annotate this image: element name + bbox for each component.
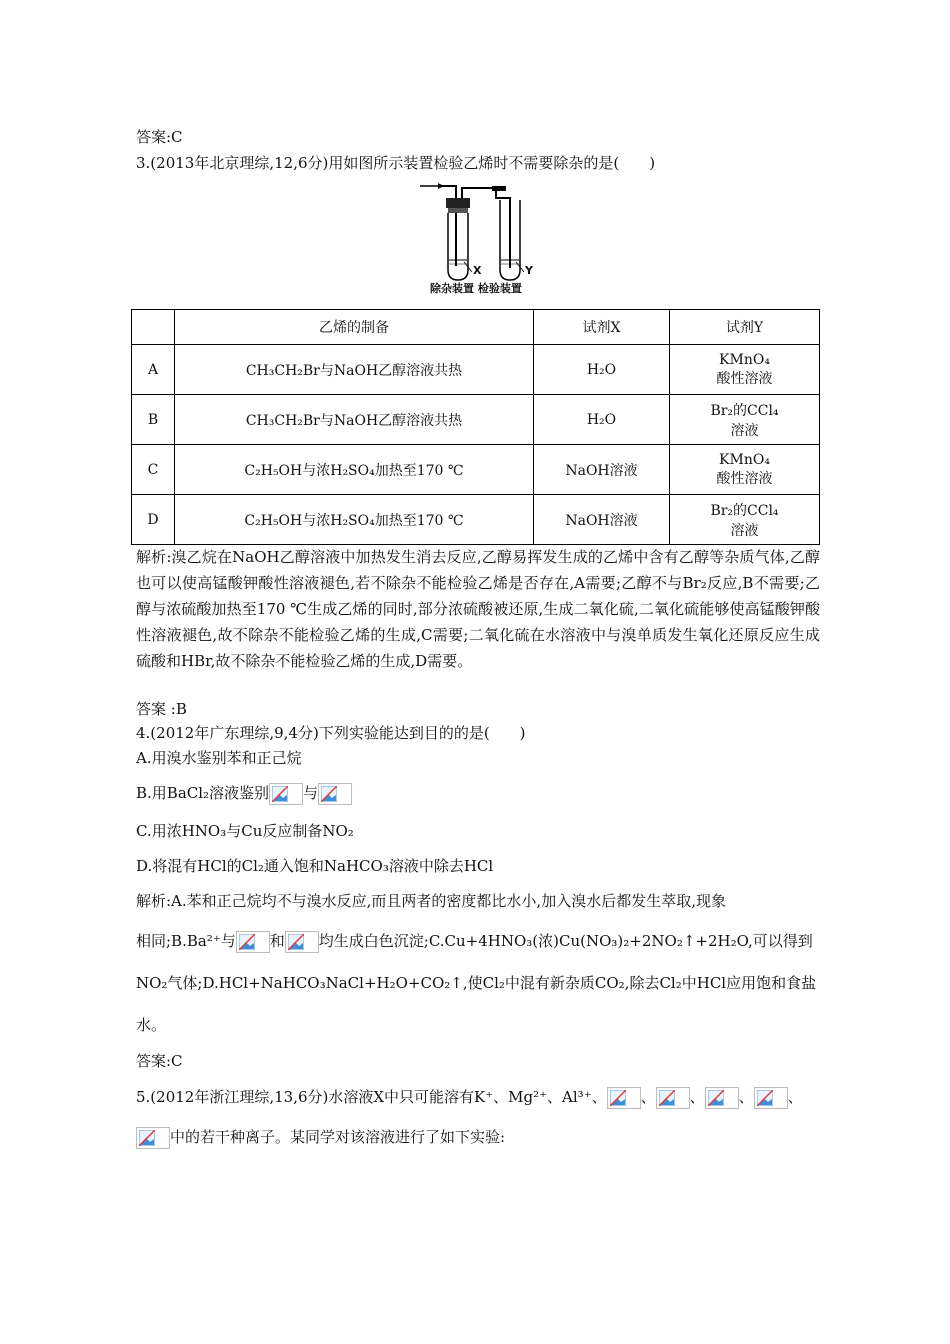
- row-prep: C₂H₅OH与浓H₂SO₄加热至170 ℃: [175, 495, 534, 545]
- analysis-text: 相同;B.Ba²⁺与: [136, 932, 236, 950]
- reagent-y-line2: 溶液: [730, 422, 759, 439]
- table-row: [132, 345, 820, 395]
- separator: 、: [689, 1088, 705, 1106]
- label-y: Y: [525, 264, 533, 277]
- apparatus-diagram: [418, 176, 548, 298]
- broken-image-icon: [285, 931, 319, 953]
- figure-caption: 除杂装置 检验装置: [430, 282, 522, 295]
- label-x: X: [473, 264, 482, 277]
- row-reagent-x: H₂O: [534, 345, 670, 395]
- option-b-text: B.用BaCl₂溶液鉴别: [136, 784, 270, 802]
- question-5-stem-line2: [136, 1126, 505, 1149]
- question-4-analysis-line4: 水。: [136, 1016, 167, 1034]
- question-4-analysis-line2: [136, 930, 813, 953]
- row-label: D: [132, 495, 175, 545]
- reagent-y-line1: KMnO₄: [719, 451, 770, 468]
- row-reagent-y: [670, 345, 820, 395]
- question-3-analysis: 解析:溴乙烷在NaOH乙醇溶液中加热发生消去反应,乙醇易挥发生成的乙烯中含有乙醇等杂质气体,乙醇也可以使高锰酸钾酸性溶液褪色,若不除杂不能检验乙烯是否存在,A需要;乙醇不与Br₂反应,B不需要;乙醇与浓硫酸加热至170 ℃生成乙烯的同时,部分浓硫酸被还原,生成二氧化硫,二氧化硫能够使高锰酸钾酸性溶液褪色,故不除杂不能检验乙烯的生成,C需要;二氧化硫在水溶液中与溴单质发生氧化还原反应生成硫酸和HBr,故不除杂不能检验乙烯的生成,D需要。: [136, 548, 820, 670]
- row-prep: CH₃CH₂Br与NaOH乙醇溶液共热: [175, 345, 534, 395]
- answer-q3: 答案 :B: [136, 700, 187, 718]
- question-3-stem: 3.(2013年北京理综,12,6分)用如图所示装置检验乙烯时不需要除杂的是( ): [136, 154, 656, 172]
- table-row: [132, 495, 820, 545]
- header-reagent-y: 试剂Y: [670, 310, 820, 345]
- row-label: A: [132, 345, 175, 395]
- separator: 、: [640, 1088, 656, 1106]
- header-blank: [132, 310, 175, 345]
- row-reagent-x: NaOH溶液: [534, 445, 670, 495]
- question-4-analysis-line3: NO₂气体;D.HCl+NaHCO₃NaCl+H₂O+CO₂↑,使Cl₂中混有新杂质CO₂,除去Cl₂中HCl应用饱和食盐: [136, 974, 817, 992]
- option-a: A.用溴水鉴别苯和正己烷: [136, 749, 302, 767]
- question-4-stem: 4.(2012年广东理综,9,4分)下列实验能达到目的的是( ): [136, 724, 526, 742]
- answer-q4: 答案:C: [136, 1052, 183, 1070]
- broken-image-icon: [136, 1127, 170, 1149]
- answer-q2: 答案:C: [136, 128, 183, 146]
- header-prep: 乙烯的制备: [175, 310, 534, 345]
- analysis-text: 和: [269, 932, 285, 950]
- reagent-y-line1: Br₂的CCl₄: [710, 402, 779, 419]
- broken-image-icon: [269, 783, 303, 805]
- table-header-row: [132, 310, 820, 345]
- row-prep: C₂H₅OH与浓H₂SO₄加热至170 ℃: [175, 445, 534, 495]
- option-d: D.将混有HCl的Cl₂通入饱和NaHCO₃溶液中除去HCl: [136, 857, 494, 875]
- reagent-y-line2: 溶液: [730, 522, 759, 539]
- reagent-y-line2: 酸性溶液: [716, 370, 773, 387]
- row-reagent-y: [670, 445, 820, 495]
- broken-image-icon: [754, 1087, 788, 1109]
- row-reagent-x: NaOH溶液: [534, 495, 670, 545]
- reagent-y-line1: KMnO₄: [719, 351, 770, 368]
- reagent-y-line1: Br₂的CCl₄: [710, 502, 779, 519]
- analysis-text: 均生成白色沉淀;C.Cu+4HNO₃(浓)Cu(NO₃)₂+2NO₂↑+2H₂O,可以得到: [318, 932, 813, 950]
- row-reagent-y: [670, 495, 820, 545]
- row-reagent-y: [670, 395, 820, 445]
- row-label: B: [132, 395, 175, 445]
- option-b: [136, 782, 352, 805]
- option-b-and: 与: [303, 784, 319, 802]
- option-c: C.用浓HNO₃与Cu反应制备NO₂: [136, 822, 354, 840]
- question-4-analysis-line1: 解析:A.苯和正己烷均不与溴水反应,而且两者的密度都比水小,加入溴水后都发生萃取,现象: [136, 892, 726, 910]
- q5-text: 5.(2012年浙江理综,13,6分)水溶液X中只可能溶有K⁺、Mg²⁺、Al³⁺、: [136, 1088, 607, 1106]
- q5-text: 中的若干种离子。某同学对该溶液进行了如下实验:: [170, 1128, 506, 1146]
- table-row: [132, 445, 820, 495]
- question-5-stem-line1: [136, 1086, 803, 1109]
- broken-image-icon: [607, 1087, 641, 1109]
- row-reagent-x: H₂O: [534, 395, 670, 445]
- broken-image-icon: [705, 1087, 739, 1109]
- separator: 、: [787, 1088, 803, 1106]
- broken-image-icon: [236, 931, 270, 953]
- ethylene-table: [131, 309, 820, 545]
- table-row: [132, 395, 820, 445]
- broken-image-icon: [656, 1087, 690, 1109]
- row-prep: CH₃CH₂Br与NaOH乙醇溶液共热: [175, 395, 534, 445]
- reagent-y-line2: 酸性溶液: [716, 470, 773, 487]
- separator: 、: [738, 1088, 754, 1106]
- header-reagent-x: 试剂X: [534, 310, 670, 345]
- row-label: C: [132, 445, 175, 495]
- broken-image-icon: [318, 783, 352, 805]
